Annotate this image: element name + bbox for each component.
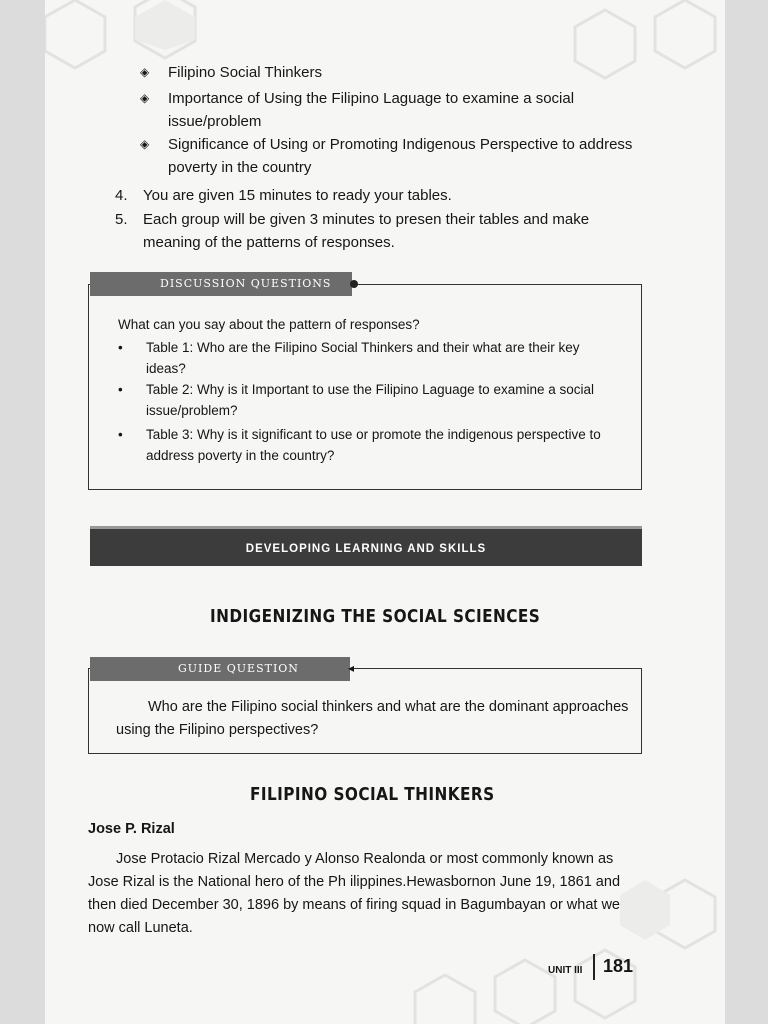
arrow-left-icon: ◂ [348, 661, 355, 675]
diamond-dot-icon: ◈ [140, 65, 150, 79]
discussion-intro: What can you say about the pattern of responses? [118, 317, 420, 332]
bullet-dot-icon: • [118, 340, 123, 355]
diamond-dot-icon: ◈ [140, 91, 150, 105]
discussion-label: DISCUSSION QUESTIONS [90, 272, 352, 296]
bullet-dot-icon: • [118, 427, 123, 442]
book-page: ◈ Filipino Social Thinkers ◈ Importance of Using the Filipino Laguage to examine a social issue/problem ◈ Significance of Using or Promoting Indigenous Perspective to address poverty in the country 4. You are given 15 minutes to ready your tables. 5. Each group will be given 3 minutes to presen their tables and make meaning of the patterns of responses. DISCUSSION QUESTIONS What can you say about the pattern of responses? • Table 1: Who are the Filipino Social Thinkers and their what are their key ideas? • Table 2: Why is it Important to use the Filipino Laguage to examine a social issue/problem? • Table 3: Why is it significant to use or promote the indigenous perspective to address poverty in the country? DEVELOPING LEARNING AND SKILLS INDIGENIZING THE SOCIAL SCIENCES GUIDE QUESTION ◂ Who are the Filipino social thinkers and what are the dominant approaches using the Filipino perspectives? FILIPINO SOCIAL THINKERS Jose P. Rizal Jose Protacio Rizal Mercado y Alonso Realonda or most commonly known as Jose Rizal is the National hero of the Ph ilippines.Hewasbornon June 19, 1861 and then died December 30, 1896 by means of firing squad in Bagumbayan or what we now call Luneta. UNIT III 181 [45, 0, 725, 1024]
footer-unit: UNIT III [548, 965, 583, 976]
bullet-dot-icon: • [118, 382, 123, 397]
page-number: 181 [603, 956, 634, 976]
label-connector-dot [350, 280, 358, 288]
footer-divider [593, 954, 595, 980]
section-banner: DEVELOPING LEARNING AND SKILLS [90, 526, 642, 566]
section-title: FILIPINO SOCIAL THINKERS [250, 784, 495, 805]
guide-question-text: Who are the Filipino social thinkers and what are the dominant approaches using the Filipino perspectives? [116, 699, 629, 738]
diamond-dot-icon: ◈ [140, 137, 150, 151]
guide-label: GUIDE QUESTION [90, 657, 350, 681]
section-title: INDIGENIZING THE SOCIAL SCIENCES [210, 606, 541, 627]
subheading: Jose P. Rizal [88, 821, 175, 837]
body-paragraph: Jose Protacio Rizal Mercado y Alonso Realonda or most commonly known as Jose Rizal is the National hero of the Ph ilippines.Hewasbornon June 19, 1861 and then died December 30, 1896 by means of firing squad in Bagumbayan or what we now call Luneta. [88, 851, 621, 936]
